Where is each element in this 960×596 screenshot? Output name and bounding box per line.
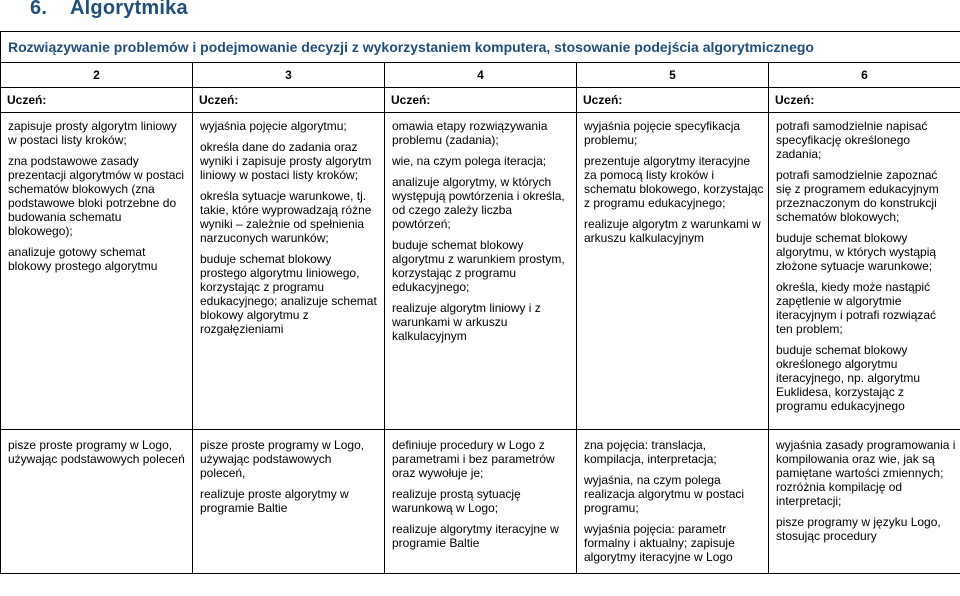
table-row bbox=[1, 430, 960, 574]
requirement-item: analizuje gotowy schemat blokowy prostego algorytmu bbox=[8, 245, 158, 273]
requirement-cell bbox=[769, 430, 960, 574]
student-label: Uczeń: bbox=[769, 88, 960, 113]
requirements-table bbox=[0, 31, 960, 574]
requirement-item: wyjaśnia pojęcie specyfikacja problemu; bbox=[584, 119, 741, 147]
requirement-item: określa sytuacje warunkowe, tj. takie, które wyprowadzają różne wyniki – zależnie od spełnienia narzuconych warunków; bbox=[200, 189, 372, 245]
requirement-item: buduje schemat blokowy algorytmu z warunkiem prostym, korzystając z programu edukacyjnego; bbox=[392, 238, 565, 294]
grade-header: 3 bbox=[193, 63, 385, 88]
requirement-item: buduje schemat blokowy określonego algorytmu iteracyjnego, np. algorytmu Euklidesa, korzystając z programu edukacyjnego bbox=[776, 343, 921, 413]
requirement-item: wie, na czym polega iteracja; bbox=[392, 154, 547, 168]
requirement-item: potrafi samodzielnie napisać specyfikację określonego zadania; bbox=[776, 119, 928, 161]
requirement-item: pisze programy w języku Logo, stosując procedury bbox=[776, 515, 941, 543]
requirement-cell bbox=[193, 430, 385, 574]
requirement-cell bbox=[577, 113, 769, 430]
requirement-item: zna pojęcia: translacja, kompilacja, interpretacja; bbox=[584, 438, 717, 466]
grade-header: 6 bbox=[769, 63, 960, 88]
requirement-item: realizuje prostą sytuację warunkową w Logo; bbox=[392, 487, 521, 515]
requirement-item: wyjaśnia zasady programowania i kompilowania oraz wie, jak są pamiętane wartości zmiennych; rozróżnia kompilację od interpretacji; bbox=[776, 438, 956, 508]
requirement-cell bbox=[385, 113, 577, 430]
requirement-item: zna podstawowe zasady prezentacji algorytmów w postaci schematów blokowych (zna podstawowe bloki potrzebne do budowania schematu blokowego); bbox=[8, 154, 185, 238]
student-label: Uczeń: bbox=[193, 88, 385, 113]
table-subtitle: Rozwiązywanie problemów i podejmowanie decyzji z wykorzystaniem komputera, stosowanie podejścia algorytmicznego bbox=[1, 32, 960, 63]
requirement-item: pisze proste programy w Logo, używając podstawowych poleceń, bbox=[200, 438, 365, 480]
requirement-item: buduje schemat blokowy algorytmu, w których wystąpią złożone sytuacje warunkowe; bbox=[776, 231, 937, 273]
requirement-item: potrafi samodzielnie zapoznać się z programem edukacyjnym przeznaczonym do konstrukcji schematów blokowych; bbox=[776, 168, 939, 224]
student-label: Uczeń: bbox=[577, 88, 769, 113]
requirement-cell bbox=[1, 113, 193, 430]
requirement-item: zapisuje prosty algorytm liniowy w postaci listy kroków; bbox=[8, 119, 177, 147]
requirement-cell bbox=[385, 430, 577, 574]
requirement-item: realizuje proste algorytmy w programie Baltie bbox=[200, 487, 349, 515]
requirement-cell bbox=[577, 430, 769, 574]
student-label: Uczeń: bbox=[1, 88, 193, 113]
requirement-item: określa dane do zadania oraz wyniki i zapisuje prosty algorytm liniowy w postaci listy kroków; bbox=[200, 140, 372, 182]
requirement-item: wyjaśnia, na czym polega realizacja algorytmu w postaci programu; bbox=[584, 473, 745, 515]
section-title: Algorytmika bbox=[70, 0, 188, 19]
requirement-item: definiuje procedury w Logo z parametrami i bez parametrów oraz wywołuje je; bbox=[392, 438, 555, 480]
requirement-cell bbox=[769, 113, 960, 430]
requirement-item: pisze proste programy w Logo, używając podstawowych poleceń bbox=[8, 438, 185, 466]
grade-header: 5 bbox=[577, 63, 769, 88]
table-row bbox=[1, 113, 960, 430]
requirement-cell bbox=[1, 430, 193, 574]
requirement-item: określa, kiedy może nastąpić zapętlenie w algorytmie iteracyjnym i potrafi rozwiązać ten problem; bbox=[776, 280, 937, 336]
section-heading bbox=[30, 0, 188, 20]
requirement-item: wyjaśnia pojęcia: parametr formalny i aktualny; zapisuje algorytmy iteracyjne w Logo bbox=[584, 522, 735, 564]
requirement-cell bbox=[193, 113, 385, 430]
requirement-item: buduje schemat blokowy prostego algorytmu liniowego, korzystając z programu edukacyjnego; analizuje schemat blokowy algorytmu z rozgałęzieniami bbox=[200, 252, 377, 336]
student-label: Uczeń: bbox=[385, 88, 577, 113]
grade-header: 4 bbox=[385, 63, 577, 88]
requirement-item: prezentuje algorytmy iteracyjne za pomocą listy kroków i schematu blokowego, korzystając z programu edukacyjnego; bbox=[584, 154, 764, 210]
requirement-item: realizuje algorytmy iteracyjne w programie Baltie bbox=[392, 522, 559, 550]
requirement-item: analizuje algorytmy, w których występują powtórzenia i określa, od czego zależy liczba powtórzeń; bbox=[392, 175, 565, 231]
section-number: 6. bbox=[30, 0, 48, 19]
requirement-item: wyjaśnia pojęcie algorytmu; bbox=[200, 119, 347, 133]
requirement-item: realizuje algorytm liniowy i z warunkami w arkuszu kalkulacyjnym bbox=[392, 301, 541, 343]
grade-header: 2 bbox=[1, 63, 193, 88]
requirement-item: omawia etapy rozwiązywania problemu (zadania); bbox=[392, 119, 548, 147]
requirement-item: realizuje algorytm z warunkami w arkuszu kalkulacyjnym bbox=[584, 217, 761, 245]
